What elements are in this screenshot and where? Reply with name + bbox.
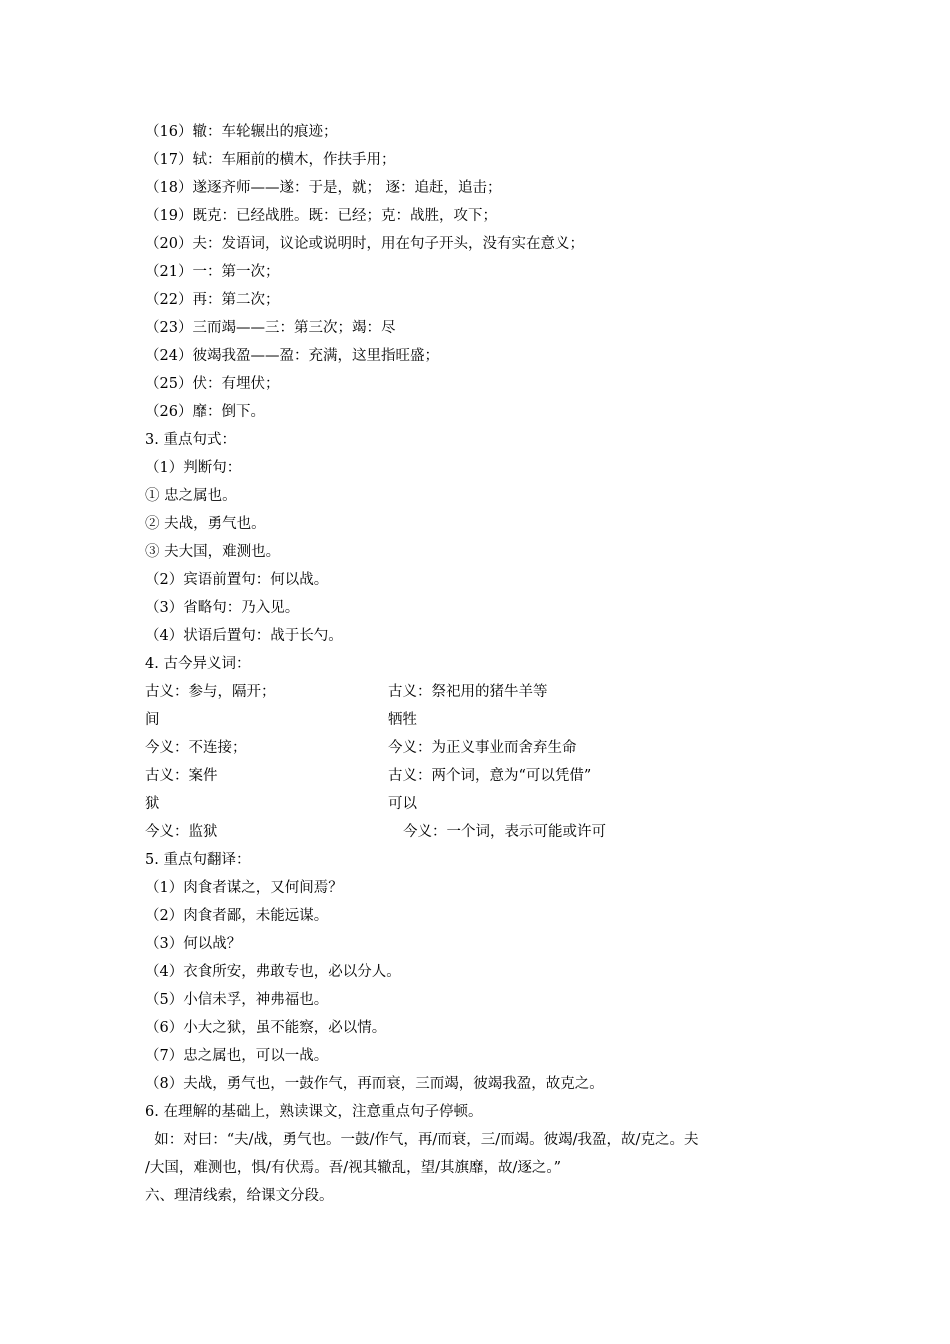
translation-item: （3）何以战？ (145, 936, 242, 952)
sentence-pattern-item: （4）状语后置句：战于长勺。 (145, 628, 343, 644)
pause-example-line: 如：对曰：“夫/战，勇气也。一鼓/作气，再/而衰，三/而竭。彼竭/我盈，故/克之。夫 (145, 1132, 699, 1148)
sentence-pattern-item: ① 忠之属也。 (145, 488, 237, 504)
word-meaning-right: 古义：祭祀用的猪牛羊等 (388, 684, 548, 700)
translation-item: （4）衣食所安，弗敢专也，必以分人。 (145, 964, 401, 980)
vocab-item-23: （23）三而竭——三：第三次；竭：尽 (145, 320, 396, 336)
translation-item: （5）小信未孚，神弗福也。 (145, 992, 329, 1008)
word-meaning-right: 古义：两个词，意为“可以凭借” (388, 768, 592, 784)
sentence-pattern-item: （3）省略句：乃入见。 (145, 600, 300, 616)
word-meaning-left: 古义：案件 (145, 768, 218, 784)
word-meaning-left: 间 (145, 712, 160, 728)
word-meaning-left: 狱 (145, 796, 160, 812)
sentence-pattern-item: ② 夫战，勇气也。 (145, 516, 266, 532)
word-meaning-left: 古义：参与，隔开； (145, 684, 276, 700)
word-meaning-right: 今义：为正义事业而舍弃生命 (388, 740, 577, 756)
vocab-item-18: （18）遂逐齐师——遂：于是，就； 逐：追赶，追击； (145, 180, 502, 196)
translation-item: （8）夫战，勇气也，一鼓作气，再而衰，三而竭，彼竭我盈，故克之。 (145, 1076, 604, 1092)
translation-item: （7）忠之属也，可以一战。 (145, 1048, 329, 1064)
word-meaning-left: 今义：监狱 (145, 824, 218, 840)
section-6-heading: 6. 在理解的基础上，熟读课文，注意重点句子停顿。 (145, 1104, 483, 1120)
vocab-item-26: （26）靡：倒下。 (145, 404, 265, 420)
translation-item: （6）小大之狱，虽不能察，必以情。 (145, 1020, 387, 1036)
vocab-item-21: （21）一：第一次； (145, 264, 280, 280)
vocab-item-17: （17）轼：车厢前的横木，作扶手用； (145, 152, 396, 168)
sentence-pattern-item: ③ 夫大国，难测也。 (145, 544, 281, 560)
word-meaning-right: 可以 (388, 796, 417, 812)
vocab-item-25: （25）伏：有埋伏； (145, 376, 280, 392)
section-4-heading: 4. 古今异义词： (145, 656, 251, 672)
translation-item: （2）肉食者鄙，未能远谋。 (145, 908, 329, 924)
vocab-item-20: （20）夫：发语词，议论或说明时，用在句子开头，没有实在意义； (145, 236, 584, 252)
vocab-item-22: （22）再：第二次； (145, 292, 280, 308)
vocab-item-24: （24）彼竭我盈——盈：充满，这里指旺盛； (145, 348, 439, 364)
section-six-heading: 六、理清线索，给课文分段。 (145, 1188, 334, 1204)
vocab-item-16: （16）辙：车轮辗出的痕迹； (145, 124, 338, 140)
word-meaning-right: 牺牲 (388, 712, 417, 728)
translation-item: （1）肉食者谋之，又何间焉？ (145, 880, 343, 896)
sentence-pattern-item: （1）判断句： (145, 460, 242, 476)
vocab-item-19: （19）既克：已经战胜。既：已经；克：战胜，攻下； (145, 208, 497, 224)
section-3-heading: 3. 重点句式： (145, 432, 236, 448)
pause-example-line: /大国，难测也，惧/有伏焉。吾/视其辙乱，望/其旗靡，故/逐之。” (145, 1160, 562, 1176)
word-meaning-right: 今义：一个词，表示可能或许可 (403, 824, 606, 840)
section-5-heading: 5. 重点句翻译： (145, 852, 251, 868)
sentence-pattern-item: （2）宾语前置句：何以战。 (145, 572, 329, 588)
word-meaning-left: 今义：不连接； (145, 740, 247, 756)
